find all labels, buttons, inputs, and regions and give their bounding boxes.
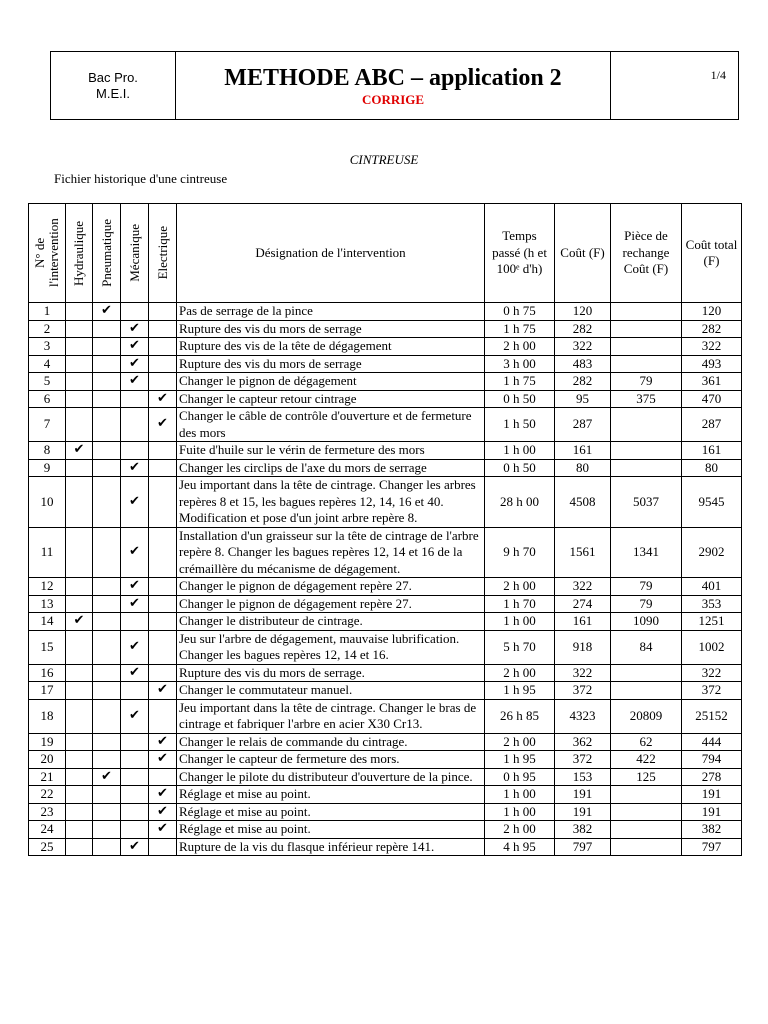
labour-cost: 282 <box>555 320 611 338</box>
type-cell-pneu <box>93 408 121 442</box>
time-spent: 1 h 00 <box>485 442 555 460</box>
table-row <box>29 373 742 391</box>
intervention-number: 11 <box>29 527 66 578</box>
machine-name: CINTREUSE <box>349 152 419 167</box>
type-cell-pneu <box>93 751 121 769</box>
intervention-designation: Rupture des vis du mors de serrage. <box>177 664 485 682</box>
type-cell-mec <box>121 751 149 769</box>
check-icon: ✔ <box>121 578 149 596</box>
intervention-number: 14 <box>29 613 66 631</box>
type-cell-hyd <box>66 303 93 321</box>
total-cost: 444 <box>682 733 742 751</box>
page-number: 1/4 <box>710 68 726 82</box>
intervention-number: 19 <box>29 733 66 751</box>
spare-part-cost <box>611 303 682 321</box>
check-icon: ✔ <box>149 733 177 751</box>
type-cell-mec <box>121 821 149 839</box>
document-title: METHODE ABC – application 2 <box>224 65 562 91</box>
spare-part-cost: 62 <box>611 733 682 751</box>
total-cost: 80 <box>682 459 742 477</box>
table-row <box>29 477 742 528</box>
type-cell-mec <box>121 682 149 700</box>
type-cell-mec <box>121 442 149 460</box>
spare-part-cost: 5037 <box>611 477 682 528</box>
intervention-designation: Réglage et mise au point. <box>177 786 485 804</box>
check-icon: ✔ <box>121 355 149 373</box>
type-cell-hyd <box>66 408 93 442</box>
spare-part-cost: 1090 <box>611 613 682 631</box>
type-cell-hyd <box>66 338 93 356</box>
intervention-number: 25 <box>29 838 66 856</box>
type-cell-mec <box>121 408 149 442</box>
col-header-number: N° de l'intervention <box>29 204 66 303</box>
spare-part-cost <box>611 786 682 804</box>
total-cost: 401 <box>682 578 742 596</box>
col-header-designation: Désignation de l'intervention <box>177 204 485 303</box>
time-spent: 1 h 50 <box>485 408 555 442</box>
type-cell-elec <box>149 442 177 460</box>
check-icon: ✔ <box>121 527 149 578</box>
labour-cost: 483 <box>555 355 611 373</box>
table-row <box>29 442 742 460</box>
intervention-number: 3 <box>29 338 66 356</box>
type-cell-mec <box>121 803 149 821</box>
check-icon: ✔ <box>93 768 121 786</box>
total-cost: 353 <box>682 595 742 613</box>
intervention-designation: Changer le pignon de dégagement <box>177 373 485 391</box>
check-icon: ✔ <box>121 338 149 356</box>
type-cell-hyd <box>66 664 93 682</box>
type-cell-pneu <box>93 699 121 733</box>
type-cell-elec <box>149 838 177 856</box>
table-row <box>29 699 742 733</box>
intervention-designation: Changer les circlips de l'axe du mors de serrage <box>177 459 485 477</box>
type-cell-elec <box>149 613 177 631</box>
labour-cost: 274 <box>555 595 611 613</box>
document-subtitle: CORRIGE <box>361 92 425 107</box>
intervention-designation: Changer le relais de commande du cintrage. <box>177 733 485 751</box>
labour-cost: 4508 <box>555 477 611 528</box>
labour-cost: 80 <box>555 459 611 477</box>
time-spent: 0 h 50 <box>485 390 555 408</box>
type-cell-hyd <box>66 786 93 804</box>
table-row <box>29 578 742 596</box>
total-cost: 2902 <box>682 527 742 578</box>
total-cost: 322 <box>682 338 742 356</box>
type-cell-elec <box>149 320 177 338</box>
intervention-designation: Changer le pignon de dégagement repère 27. <box>177 578 485 596</box>
type-cell-elec <box>149 768 177 786</box>
labour-cost: 95 <box>555 390 611 408</box>
table-header-row <box>29 204 742 303</box>
intervention-number: 6 <box>29 390 66 408</box>
time-spent: 2 h 00 <box>485 664 555 682</box>
intervention-number: 21 <box>29 768 66 786</box>
type-cell-hyd <box>66 838 93 856</box>
type-cell-elec <box>149 373 177 391</box>
total-cost: 797 <box>682 838 742 856</box>
labour-cost: 322 <box>555 664 611 682</box>
intervention-designation: Fuite d'huile sur le vérin de fermeture des mors <box>177 442 485 460</box>
time-spent: 26 h 85 <box>485 699 555 733</box>
type-cell-pneu <box>93 733 121 751</box>
check-icon: ✔ <box>149 408 177 442</box>
intervention-number: 10 <box>29 477 66 528</box>
total-cost: 470 <box>682 390 742 408</box>
total-cost: 282 <box>682 320 742 338</box>
type-cell-pneu <box>93 527 121 578</box>
col-header-cout: Coût (F) <box>555 204 611 303</box>
time-spent: 1 h 95 <box>485 682 555 700</box>
type-cell-pneu <box>93 682 121 700</box>
table-row <box>29 320 742 338</box>
total-cost: 1251 <box>682 613 742 631</box>
time-spent: 2 h 00 <box>485 578 555 596</box>
type-cell-mec <box>121 786 149 804</box>
intervention-designation: Changer le commutateur manuel. <box>177 682 485 700</box>
col-header-hydraulique: Hydraulique <box>66 204 93 303</box>
type-cell-hyd <box>66 733 93 751</box>
type-cell-pneu <box>93 838 121 856</box>
intervention-designation: Changer le câble de contrôle d'ouverture et de fermeture des mors <box>177 408 485 442</box>
intervention-number: 24 <box>29 821 66 839</box>
time-spent: 5 h 70 <box>485 630 555 664</box>
spare-part-cost <box>611 838 682 856</box>
total-cost: 382 <box>682 821 742 839</box>
check-icon: ✔ <box>149 821 177 839</box>
spare-part-cost: 1341 <box>611 527 682 578</box>
check-icon: ✔ <box>66 613 93 631</box>
time-spent: 1 h 70 <box>485 595 555 613</box>
time-spent: 0 h 50 <box>485 459 555 477</box>
spare-part-cost <box>611 442 682 460</box>
intervention-designation: Changer le capteur de fermeture des mors. <box>177 751 485 769</box>
type-cell-hyd <box>66 459 93 477</box>
spare-part-cost: 79 <box>611 373 682 391</box>
check-icon: ✔ <box>149 390 177 408</box>
type-cell-pneu <box>93 320 121 338</box>
intervention-designation: Rupture des vis de la tête de dégagement <box>177 338 485 356</box>
time-spent: 2 h 00 <box>485 733 555 751</box>
spare-part-cost: 79 <box>611 578 682 596</box>
table-row <box>29 803 742 821</box>
type-cell-pneu <box>93 373 121 391</box>
table-row <box>29 682 742 700</box>
table-row <box>29 338 742 356</box>
check-icon: ✔ <box>149 751 177 769</box>
table-row <box>29 630 742 664</box>
type-cell-hyd <box>66 803 93 821</box>
type-cell-elec <box>149 477 177 528</box>
spare-part-cost: 79 <box>611 595 682 613</box>
intervention-designation: Jeu important dans la tête de cintrage. Changer les arbres repères 8 et 15, les bagues repères 12, 14, 16 et 40. Modification et pose d'un joint arbre repère 8. <box>177 477 485 528</box>
check-icon: ✔ <box>121 477 149 528</box>
type-cell-pneu <box>93 338 121 356</box>
type-cell-pneu <box>93 390 121 408</box>
type-cell-elec <box>149 338 177 356</box>
type-cell-hyd <box>66 320 93 338</box>
intervention-number: 7 <box>29 408 66 442</box>
check-icon: ✔ <box>121 595 149 613</box>
spare-part-cost <box>611 355 682 373</box>
spare-part-cost <box>611 320 682 338</box>
type-cell-elec <box>149 578 177 596</box>
total-cost: 278 <box>682 768 742 786</box>
labour-cost: 918 <box>555 630 611 664</box>
type-cell-hyd <box>66 630 93 664</box>
intervention-number: 20 <box>29 751 66 769</box>
total-cost: 25152 <box>682 699 742 733</box>
type-cell-hyd <box>66 355 93 373</box>
time-spent: 1 h 00 <box>485 786 555 804</box>
table-row <box>29 768 742 786</box>
intervention-designation: Changer le pignon de dégagement repère 27. <box>177 595 485 613</box>
intervention-number: 22 <box>29 786 66 804</box>
intervention-designation: Rupture des vis du mors de serrage <box>177 355 485 373</box>
time-spent: 1 h 95 <box>485 751 555 769</box>
intervention-history-table <box>28 203 742 856</box>
time-spent: 1 h 00 <box>485 613 555 631</box>
intervention-designation: Changer le distributeur de cintrage. <box>177 613 485 631</box>
labour-cost: 362 <box>555 733 611 751</box>
labour-cost: 161 <box>555 442 611 460</box>
spare-part-cost: 84 <box>611 630 682 664</box>
type-cell-elec <box>149 699 177 733</box>
type-cell-pneu <box>93 803 121 821</box>
table-row <box>29 733 742 751</box>
total-cost: 191 <box>682 786 742 804</box>
table-row <box>29 664 742 682</box>
intervention-number: 18 <box>29 699 66 733</box>
table-row <box>29 355 742 373</box>
type-cell-pneu <box>93 786 121 804</box>
total-cost: 493 <box>682 355 742 373</box>
total-cost: 9545 <box>682 477 742 528</box>
time-spent: 2 h 00 <box>485 338 555 356</box>
org-line-2: M.E.I. <box>96 85 130 101</box>
type-cell-mec <box>121 390 149 408</box>
labour-cost: 382 <box>555 821 611 839</box>
time-spent: 28 h 00 <box>485 477 555 528</box>
labour-cost: 153 <box>555 768 611 786</box>
labour-cost: 287 <box>555 408 611 442</box>
labour-cost: 282 <box>555 373 611 391</box>
type-cell-pneu <box>93 578 121 596</box>
table-row <box>29 459 742 477</box>
table-row <box>29 390 742 408</box>
type-cell-pneu <box>93 630 121 664</box>
spare-part-cost <box>611 803 682 821</box>
type-cell-hyd <box>66 699 93 733</box>
total-cost: 361 <box>682 373 742 391</box>
labour-cost: 322 <box>555 338 611 356</box>
check-icon: ✔ <box>149 786 177 804</box>
total-cost: 372 <box>682 682 742 700</box>
spare-part-cost <box>611 408 682 442</box>
intervention-number: 9 <box>29 459 66 477</box>
total-cost: 287 <box>682 408 742 442</box>
labour-cost: 797 <box>555 838 611 856</box>
table-row <box>29 751 742 769</box>
intervention-number: 23 <box>29 803 66 821</box>
type-cell-hyd <box>66 595 93 613</box>
type-cell-mec <box>121 768 149 786</box>
check-icon: ✔ <box>66 442 93 460</box>
total-cost: 794 <box>682 751 742 769</box>
col-header-temps: Temps passé (h et 100ᵉ d'h) <box>485 204 555 303</box>
spare-part-cost <box>611 682 682 700</box>
check-icon: ✔ <box>121 838 149 856</box>
intervention-designation: Réglage et mise au point. <box>177 803 485 821</box>
time-spent: 0 h 95 <box>485 768 555 786</box>
total-cost: 322 <box>682 664 742 682</box>
time-spent: 2 h 00 <box>485 821 555 839</box>
intervention-designation: Rupture de la vis du flasque inférieur repère 141. <box>177 838 485 856</box>
check-icon: ✔ <box>121 699 149 733</box>
intervention-designation: Installation d'un graisseur sur la tête de cintrage de l'arbre repère 8. Changer les bagues repères 12, 14 et 16 de la crémaillère du mécanisme de dégagement. <box>177 527 485 578</box>
labour-cost: 372 <box>555 751 611 769</box>
check-icon: ✔ <box>93 303 121 321</box>
type-cell-hyd <box>66 768 93 786</box>
table-row <box>29 613 742 631</box>
labour-cost: 161 <box>555 613 611 631</box>
type-cell-elec <box>149 459 177 477</box>
intervention-number: 8 <box>29 442 66 460</box>
intervention-number: 12 <box>29 578 66 596</box>
intervention-number: 17 <box>29 682 66 700</box>
type-cell-pneu <box>93 664 121 682</box>
check-icon: ✔ <box>121 320 149 338</box>
table-caption: Fichier historique d'une cintreuse <box>54 171 228 186</box>
table-row <box>29 786 742 804</box>
type-cell-hyd <box>66 821 93 839</box>
intervention-designation: Changer le pilote du distributeur d'ouverture de la pince. <box>177 768 485 786</box>
col-header-mecanique: Mécanique <box>121 204 149 303</box>
intervention-designation: Pas de serrage de la pince <box>177 303 485 321</box>
intervention-designation: Jeu important dans la tête de cintrage. Changer le bras de cintrage et fabriquer l'arbre en acier X30 Cr13. <box>177 699 485 733</box>
type-cell-pneu <box>93 459 121 477</box>
check-icon: ✔ <box>121 630 149 664</box>
intervention-designation: Jeu sur l'arbre de dégagement, mauvaise lubrification. Changer les bagues repères 12, 14 et 16. <box>177 630 485 664</box>
intervention-designation: Changer le capteur retour cintrage <box>177 390 485 408</box>
intervention-number: 2 <box>29 320 66 338</box>
col-header-piece: Pièce de rechange Coût (F) <box>611 204 682 303</box>
intervention-designation: Réglage et mise au point. <box>177 821 485 839</box>
table-row <box>29 408 742 442</box>
time-spent: 0 h 75 <box>485 303 555 321</box>
col-header-pneumatique: Pneumatique <box>93 204 121 303</box>
type-cell-hyd <box>66 390 93 408</box>
table-row <box>29 303 742 321</box>
table-row <box>29 595 742 613</box>
spare-part-cost <box>611 459 682 477</box>
check-icon: ✔ <box>121 459 149 477</box>
type-cell-pneu <box>93 613 121 631</box>
check-icon: ✔ <box>121 373 149 391</box>
type-cell-pneu <box>93 821 121 839</box>
intervention-number: 13 <box>29 595 66 613</box>
type-cell-hyd <box>66 578 93 596</box>
col-header-electrique: Electrique <box>149 204 177 303</box>
labour-cost: 322 <box>555 578 611 596</box>
intervention-number: 16 <box>29 664 66 682</box>
total-cost: 161 <box>682 442 742 460</box>
type-cell-pneu <box>93 442 121 460</box>
org-line-1: Bac Pro. <box>88 69 138 85</box>
labour-cost: 120 <box>555 303 611 321</box>
col-header-total: Coût total (F) <box>682 204 742 303</box>
total-cost: 191 <box>682 803 742 821</box>
header-box <box>50 51 739 120</box>
type-cell-hyd <box>66 682 93 700</box>
type-cell-elec <box>149 630 177 664</box>
type-cell-hyd <box>66 751 93 769</box>
labour-cost: 372 <box>555 682 611 700</box>
labour-cost: 191 <box>555 803 611 821</box>
check-icon: ✔ <box>149 803 177 821</box>
spare-part-cost: 422 <box>611 751 682 769</box>
org-cell <box>51 52 176 119</box>
type-cell-elec <box>149 664 177 682</box>
intervention-number: 1 <box>29 303 66 321</box>
page-cell <box>611 52 738 119</box>
type-cell-elec <box>149 303 177 321</box>
type-cell-elec <box>149 355 177 373</box>
table-row <box>29 821 742 839</box>
total-cost: 1002 <box>682 630 742 664</box>
spare-part-cost <box>611 338 682 356</box>
spare-part-cost: 375 <box>611 390 682 408</box>
intervention-number: 15 <box>29 630 66 664</box>
labour-cost: 1561 <box>555 527 611 578</box>
type-cell-mec <box>121 733 149 751</box>
type-cell-hyd <box>66 373 93 391</box>
type-cell-elec <box>149 527 177 578</box>
type-cell-pneu <box>93 477 121 528</box>
type-cell-mec <box>121 303 149 321</box>
type-cell-hyd <box>66 477 93 528</box>
intervention-number: 5 <box>29 373 66 391</box>
type-cell-mec <box>121 613 149 631</box>
type-cell-pneu <box>93 355 121 373</box>
time-spent: 1 h 75 <box>485 373 555 391</box>
total-cost: 120 <box>682 303 742 321</box>
type-cell-elec <box>149 595 177 613</box>
spare-part-cost <box>611 664 682 682</box>
spare-part-cost <box>611 821 682 839</box>
table-row <box>29 838 742 856</box>
check-icon: ✔ <box>149 682 177 700</box>
time-spent: 1 h 00 <box>485 803 555 821</box>
time-spent: 9 h 70 <box>485 527 555 578</box>
check-icon: ✔ <box>121 664 149 682</box>
time-spent: 3 h 00 <box>485 355 555 373</box>
type-cell-hyd <box>66 527 93 578</box>
intervention-number: 4 <box>29 355 66 373</box>
spare-part-cost: 20809 <box>611 699 682 733</box>
type-cell-pneu <box>93 595 121 613</box>
spare-part-cost: 125 <box>611 768 682 786</box>
labour-cost: 4323 <box>555 699 611 733</box>
table-row <box>29 527 742 578</box>
time-spent: 1 h 75 <box>485 320 555 338</box>
intervention-designation: Rupture des vis du mors de serrage <box>177 320 485 338</box>
time-spent: 4 h 95 <box>485 838 555 856</box>
title-cell <box>176 52 611 119</box>
labour-cost: 191 <box>555 786 611 804</box>
